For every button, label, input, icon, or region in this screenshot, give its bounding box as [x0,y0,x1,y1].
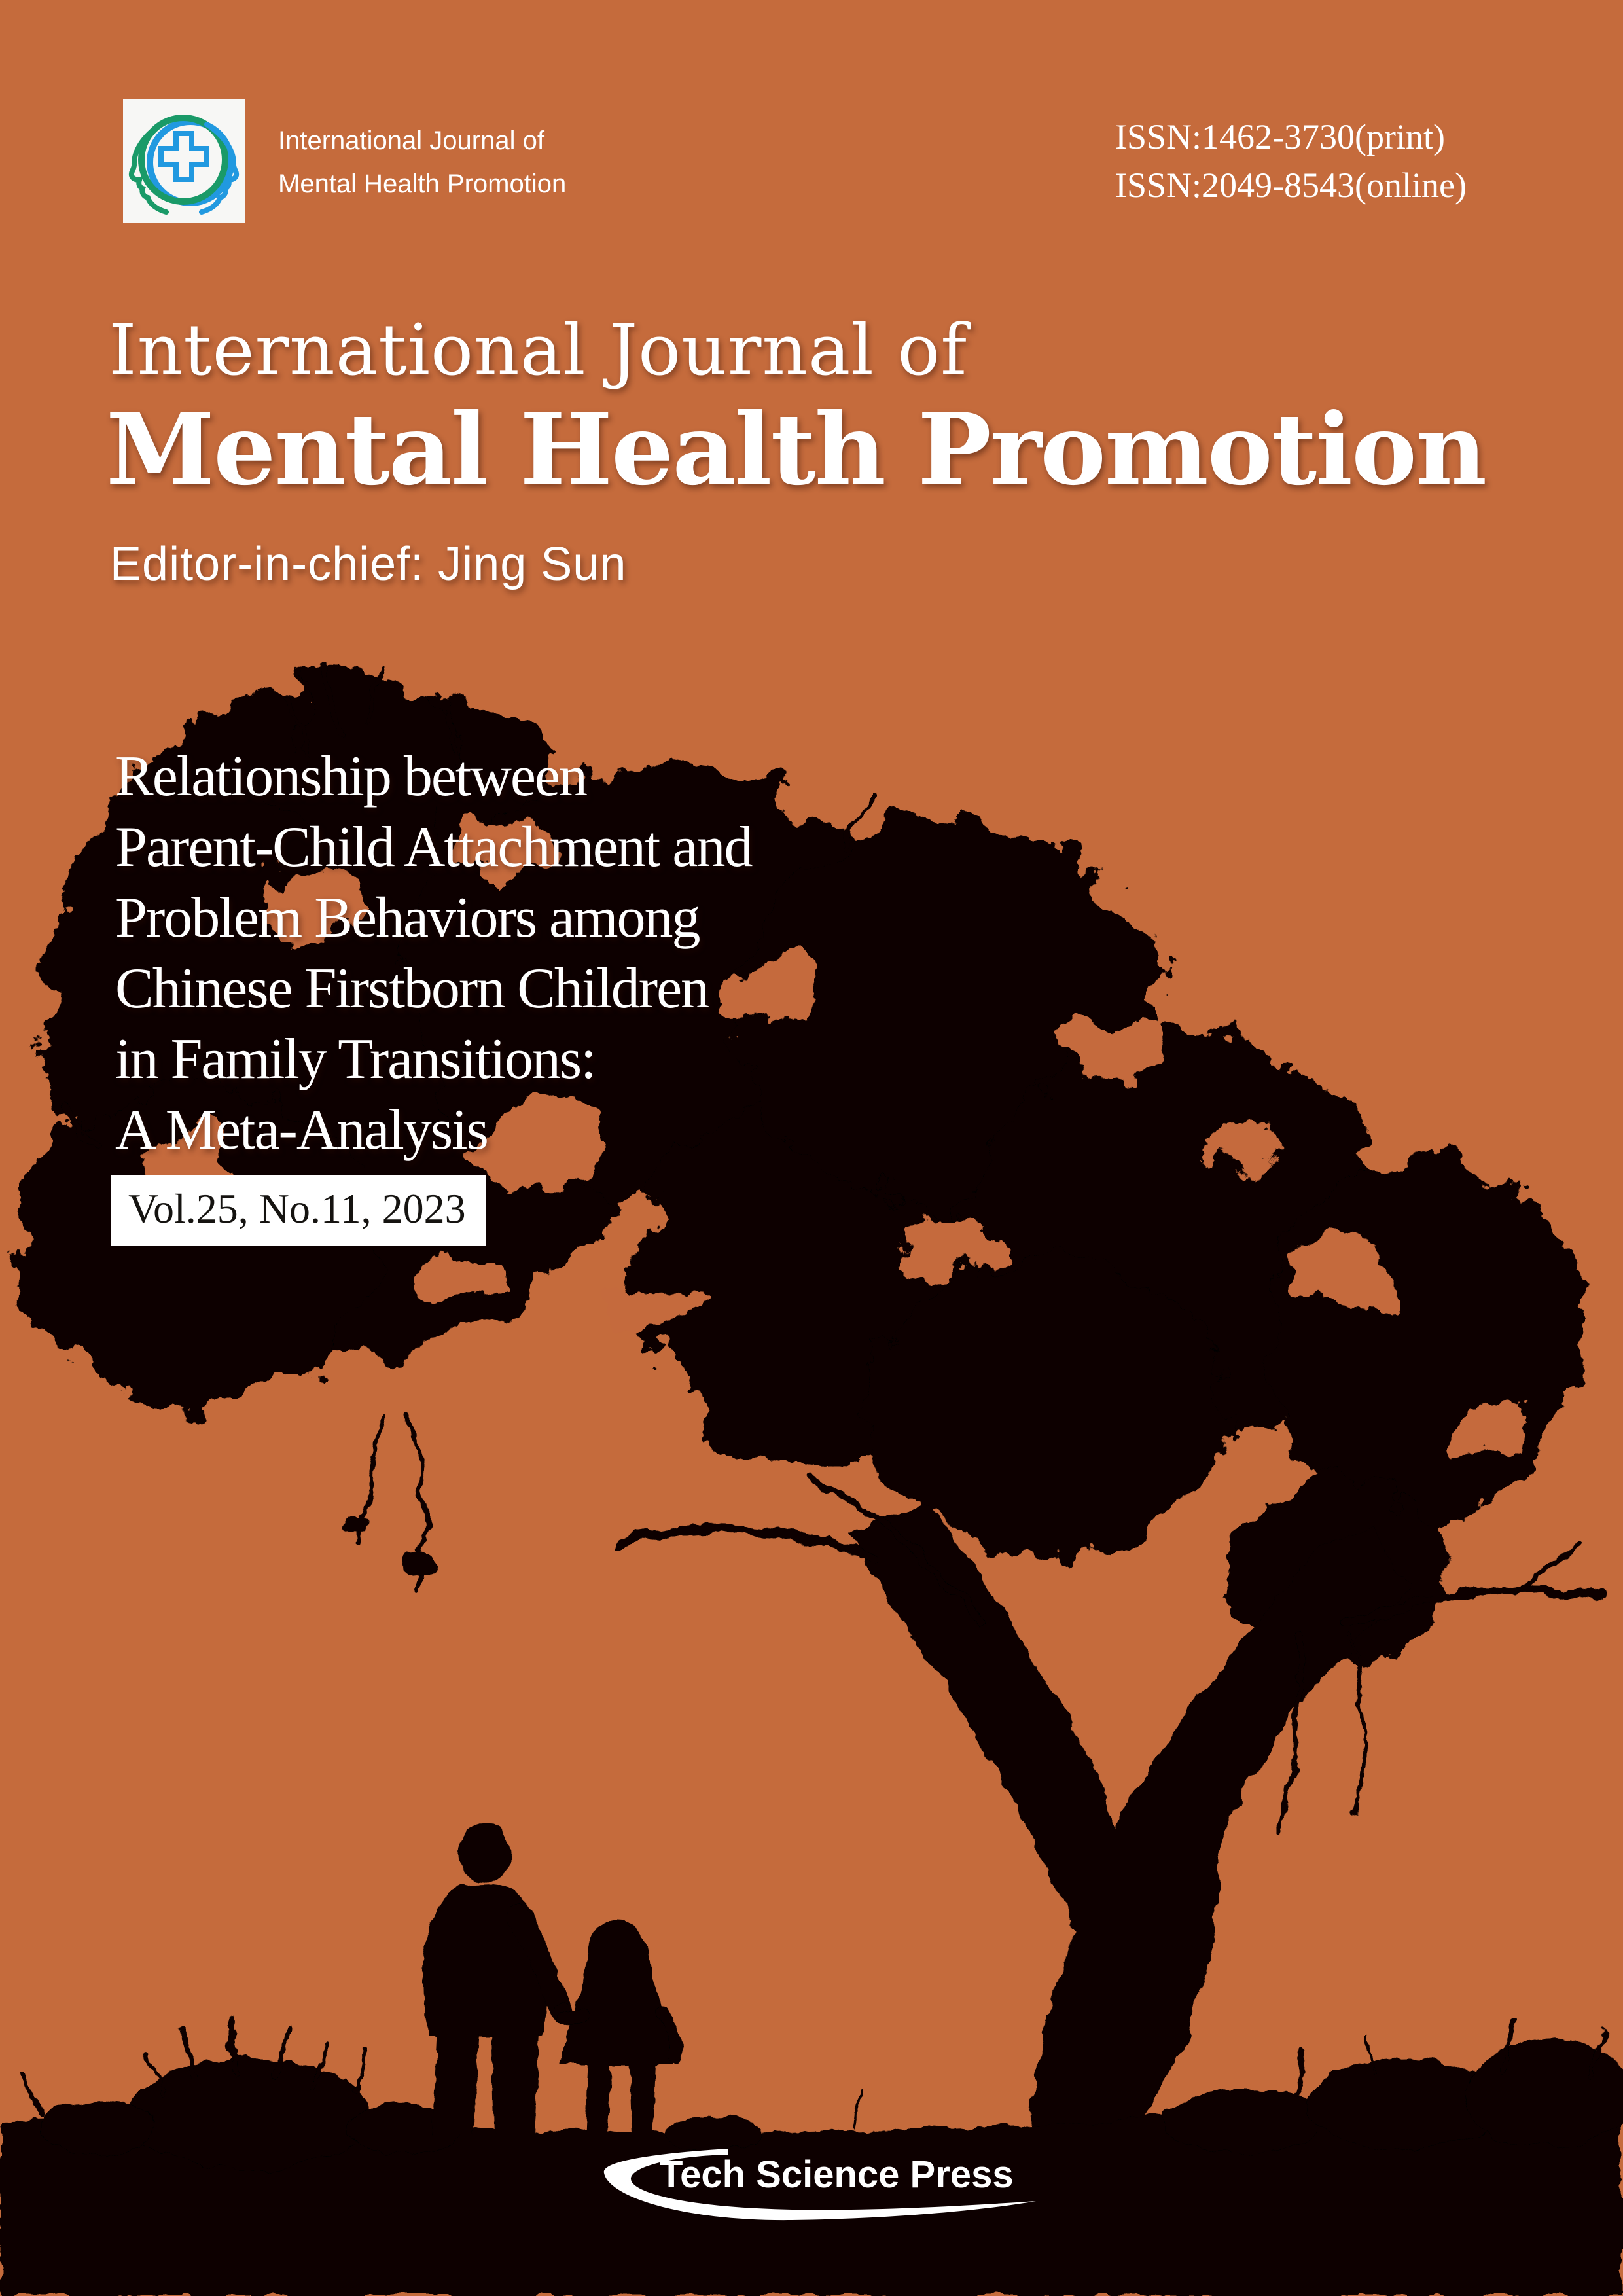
article-title-line: Parent-Child Attachment and [115,816,752,879]
parent-and-child-silhouette [422,1823,677,2135]
dual-head-profiles-with-medical-cross-icon [123,99,245,223]
brand-text [278,119,566,206]
brand-line2: Mental Health Promotion [278,170,567,198]
issn-print: ISSN:1462-3730(print) [1115,117,1445,156]
article-title-line: Chinese Firstborn Children [115,957,709,1020]
brand-line1: International Journal of [278,126,544,155]
article-title-line: Relationship between [115,745,587,808]
article-title-line: in Family Transitions: [115,1028,596,1091]
masthead-title-line2: Mental Health Promotion [106,392,1486,507]
masthead-title-line1: International Journal of [109,310,968,391]
publisher-name: Tech Science Press [660,2153,1014,2196]
editor-in-chief: Editor-in-chief: Jing Sun [110,538,627,590]
publisher-logo [576,2145,1060,2250]
article-title [115,742,751,1166]
issn-block [1115,113,1467,209]
issn-online: ISSN:2049-8543(online) [1115,166,1467,205]
issue-badge: Vol.25, No.11, 2023 [111,1175,486,1246]
article-title-line: Problem Behaviors among [115,886,700,950]
journal-logo-box [123,99,245,223]
article-title-line: A Meta-Analysis [115,1098,488,1162]
